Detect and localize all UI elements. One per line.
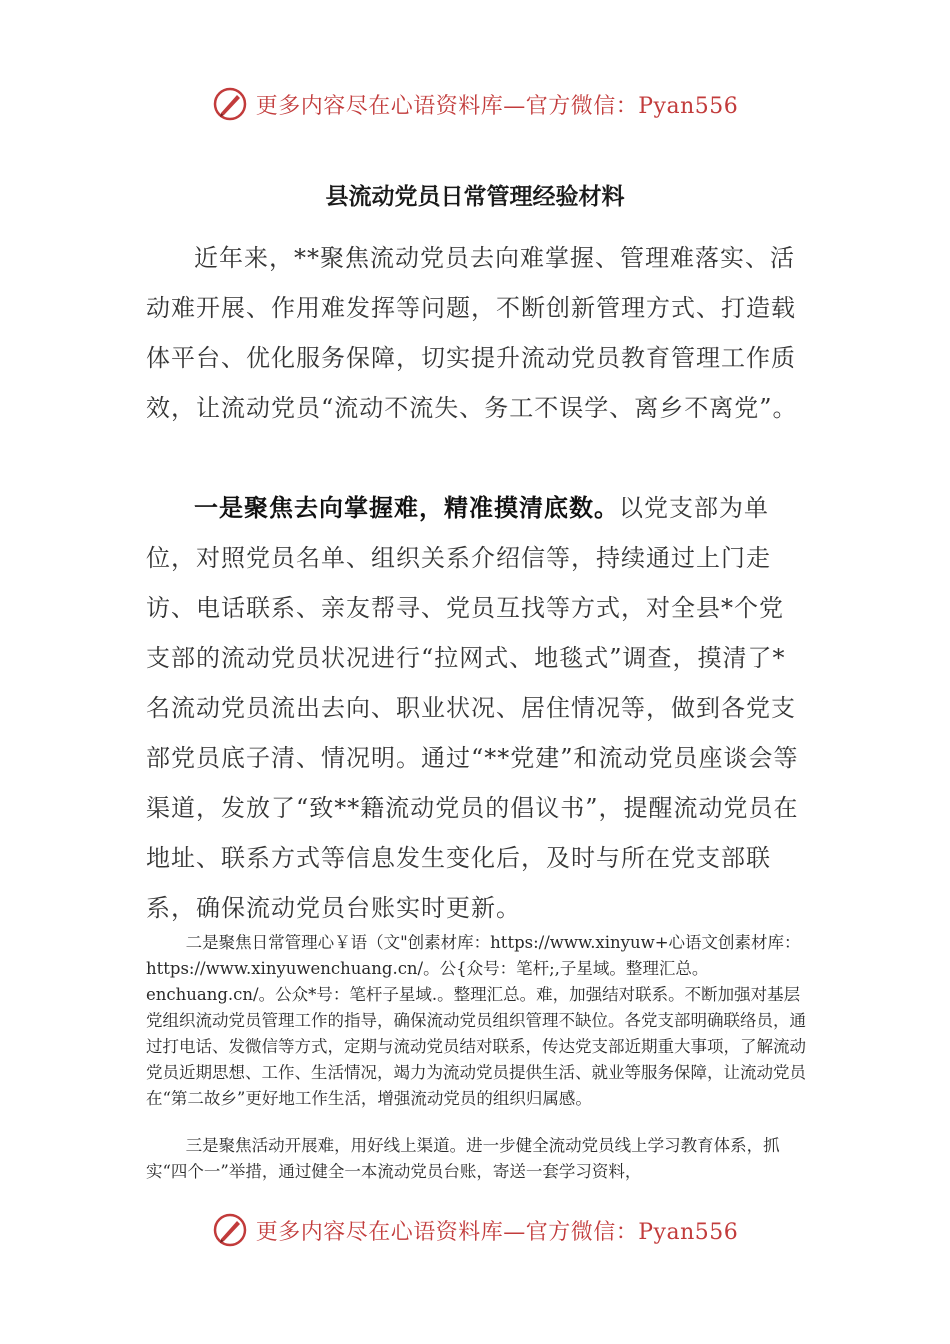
footer-watermark-banner <box>0 1208 950 1252</box>
pen-logo-icon <box>212 1212 248 1248</box>
header-watermark-text: 更多内容尽在心语资料库—官方微信：Pyan556 <box>255 93 739 119</box>
paragraph-point-one <box>146 483 806 933</box>
pen-logo-icon <box>212 86 248 122</box>
paragraph-point-one-body: 以党支部为单位，对照党员名单、组织关系介绍信等，持续通过上门走访、电话联系、亲友帮寻、党员互找等方式，对全县*个党支部的流动党员状况进行“拉网式、地毯式”调查，摸清了*名流动党员流出去向、职业状况、居住情况等，做到各党支部党员底子清、情况明。通过“**党建”和流动党员座谈会等渠道，发放了“致**籍流动党员的倡议书”，提醒流动党员在地址、联系方式等信息发生变化后，及时与所在党支部联系，确保流动党员台账实时更新。 <box>146 494 799 922</box>
paragraph-intro: 近年来，**聚焦流动党员去向难掌握、管理难落实、活动难开展、作用难发挥等问题，不断创新管理方式、打造载体平台、优化服务保障，切实提升流动党员教育管理工作质效，让流动党员“流动不流失、务工不误学、离乡不离党”。 <box>146 244 798 422</box>
paragraph-point-one-lead: 一是聚焦去向掌握难，精准摸清底数。 <box>194 493 619 522</box>
header-watermark-banner <box>0 82 950 126</box>
paragraph-point-two: 二是聚焦日常管理心￥语（文"创素材库：https://www.xinyuw+心语文创素材库：https://www.xinyuwenchuang.cn/。公{众号：笔杆;,子星域。整理汇总。enchuang.cn/。公众*号：笔杆子星域.。整理汇总。难，加强结对联系。不断加强对基层党组织流动党员管理工作的指导，确保流动党员组织管理不缺位。各党支部明确联络员，通过打电话、发微信等方式，定期与流动党员结对联系，传达党支部近期重大事项，了解流动党员近期思想、工作、生活情况，竭力为流动党员提供生活、就业等服务保障，让流动党员在“第二故乡”更好地工作生活，增强流动党员的组织归属感。 <box>146 933 806 1108</box>
paragraph-point-three: 三是聚焦活动开展难，用好线上渠道。进一步健全流动党员线上学习教育体系，抓实“四个一”举措，通过健全一本流动党员台账，寄送一套学习资料， <box>146 1136 780 1181</box>
document-title: 县流动党员日常管理经验材料 <box>325 184 625 210</box>
footer-watermark-text: 更多内容尽在心语资料库—官方微信：Pyan556 <box>255 1219 739 1245</box>
